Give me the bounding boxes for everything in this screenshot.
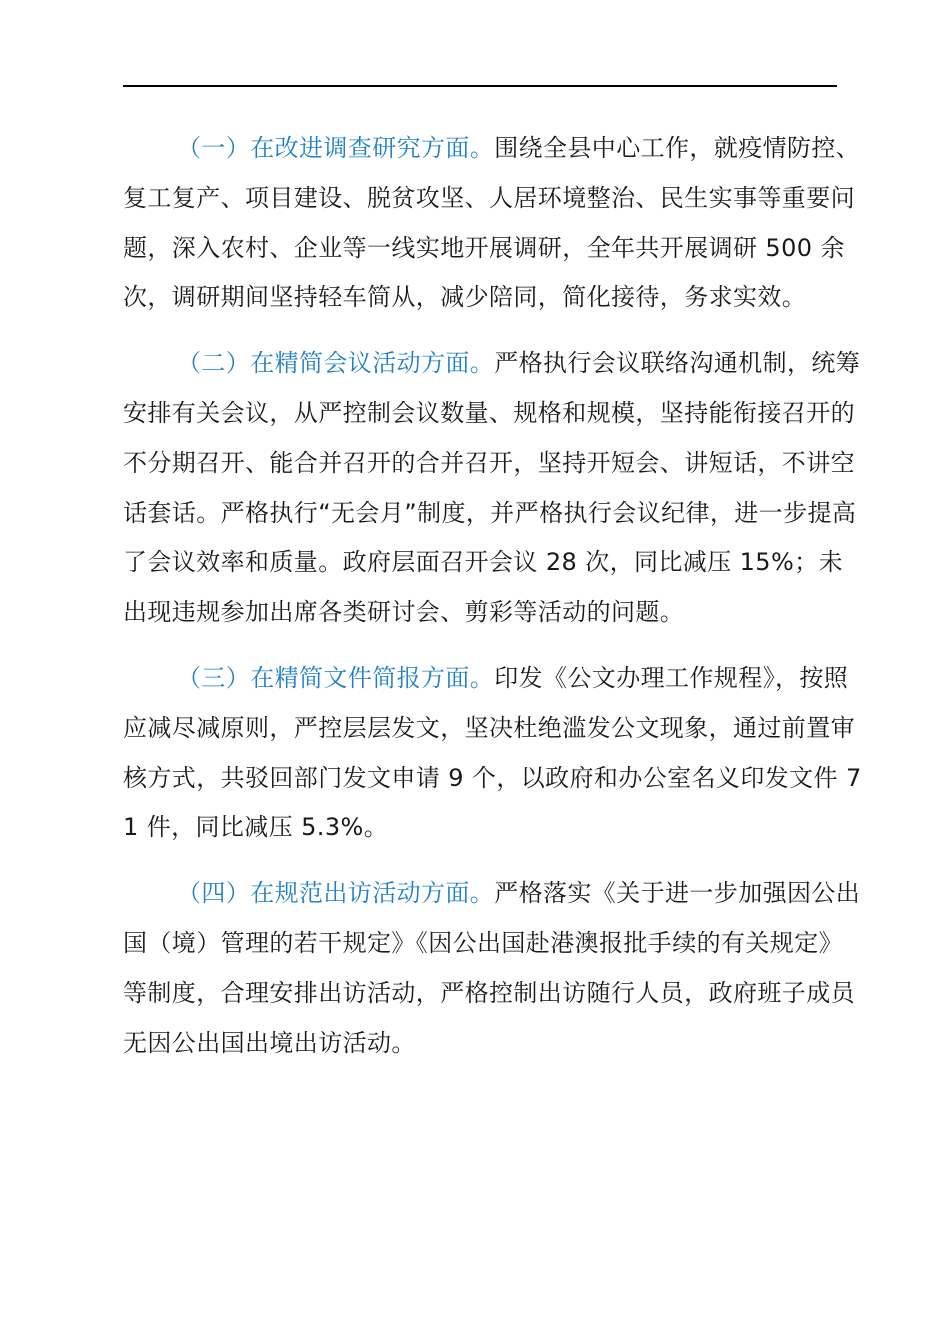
section-heading: （三）在精简文件简报方面。: [177, 663, 495, 692]
document-body: [123, 124, 863, 1084]
section-text: 围绕全县中心工作，就疫情防控、复工复产、项目建设、脱贫攻坚、人居环境整治、民生实事等重要问题，深入农村、企业等一线实地开展调研，全年共开展调研 500 余次，调研期间坚持轻车简从，减少陪同，简化接待，务求实效。: [123, 134, 861, 312]
section-heading: （一）在改进调查研究方面。: [177, 134, 495, 162]
section-heading: （二）在精简会议活动方面。: [177, 349, 495, 378]
section-text: 印发《公文办理工作规程》，按照应减尽减原则，严控层层发文，坚决杜绝滥发公文现象，通过前置审核方式，共驳回部门发文申请 9 个，以政府和办公室名义印发文件 71 件，同比减压 5.3%。: [123, 663, 862, 842]
section-text: 严格落实《关于进一步加强因公出国（境）管理的若干规定》《因公出国赴港澳报批手续的有关规定》等制度，合理安排出访活动，严格控制出访随行人员，政府班子成员无因公出国出境出访活动。: [123, 879, 861, 1057]
header-rule: [123, 85, 837, 87]
section-visits: [123, 869, 863, 1068]
section-documents: [123, 654, 863, 853]
section-heading: （四）在规范出访活动方面。: [177, 879, 495, 908]
section-text: 严格执行会议联络沟通机制，统筹安排有关会议，从严控制会议数量、规格和规模，坚持能衔接召开的不分期召开、能合并召开的合并召开，坚持开短会、讲短话，不讲空话套话。严格执行“无会月”制度，并严格执行会议纪律，进一步提高了会议效率和质量。政府层面召开会议 28 次，同比减压 15%；未出现违规参加出席各类研讨会、剪彩等活动的问题。: [123, 349, 861, 627]
section-meetings: [123, 339, 863, 638]
section-survey-research: [123, 124, 863, 323]
